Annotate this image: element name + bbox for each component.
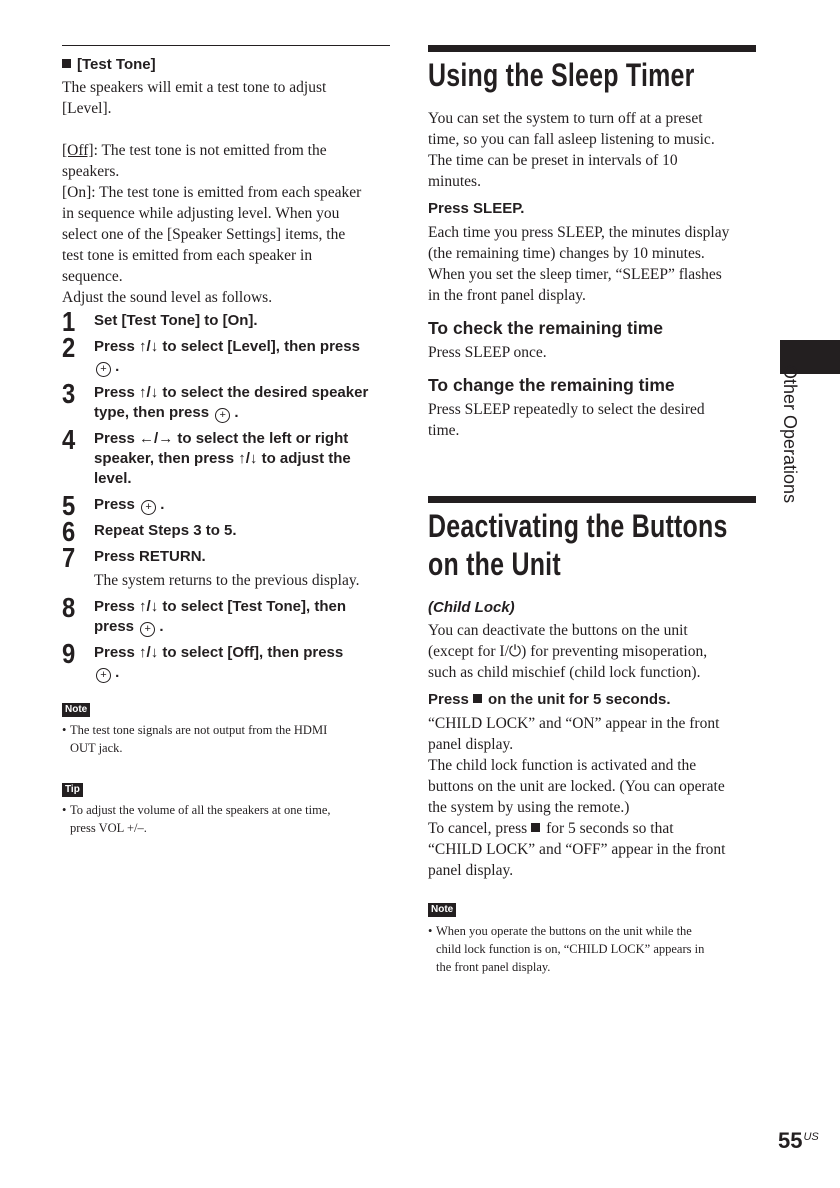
text-line: [Level]. (62, 100, 112, 117)
steps-list (62, 306, 390, 837)
test-tone-body (62, 77, 390, 308)
section-divider (62, 45, 390, 46)
tip-block: Tip • To adjust the volume of all the speakers at one time, press VOL +/–. (62, 779, 390, 837)
step: 2 Press ↑/↓ to select [Level], then press + . (62, 332, 360, 375)
press-stop-heading: Press on the unit for 5 seconds. (428, 691, 671, 708)
enter-button-icon: + (140, 622, 155, 637)
test-tone-heading: [Test Tone] (62, 56, 156, 73)
text-line: sequence. (62, 268, 123, 285)
page-number: $55^{US}$ (778, 1128, 819, 1153)
note-badge: Note (428, 903, 456, 917)
note-badge: Note (62, 703, 90, 717)
step: 8 Press ↑/↓ to select [Test Tone], then press + . (62, 592, 346, 635)
section-rule (428, 496, 756, 503)
text-line: in sequence while adjusting level. When you (62, 205, 340, 222)
deactivate-title-line2: on the Unit (428, 546, 561, 582)
text-line: Adjust the sound level as follows. (62, 289, 273, 306)
step: 5 Press + . (62, 490, 165, 521)
step: 6 Repeat Steps 3 to 5. (62, 516, 237, 547)
stop-icon (473, 694, 482, 703)
sleep-timer-title: Using the Sleep Timer (428, 57, 695, 93)
text-line: [Off]: The test tone is not emitted from the (62, 142, 327, 159)
step: 3 Press ↑/↓ to select the desired speaker type, then press + . (62, 378, 369, 421)
deactivate-body: (Child Lock) You can deactivate the buttons on the unit (except for I/⏻) for preventing misoperation, such as child mischief (child lock function). Press on the unit for 5 seconds. “CHILD LOCK” and “ON” appear in the front panel display. The child lock function is activated and the buttons on the unit are locked. (You can operate the system by using the remote.) To cancel, press for 5 seconds so that “CHILD LOCK” and “OFF” appear in the front panel display. Note • When you operate the buttons on the unit while the child lock function is on, “CHILD LOCK” appears in the front panel display. (428, 598, 756, 976)
text-line: [On]: The test tone is emitted from each speaker (62, 184, 362, 201)
check-remaining-heading: To check the remaining time (428, 318, 664, 338)
text-line: speakers. (62, 163, 120, 180)
square-bullet-icon (62, 59, 71, 68)
sleep-body: You can set the system to turn off at a preset time, so you can fall asleep listening to music. The time can be preset in intervals of 10 minutes. Press SLEEP. Each time you press SLEEP, the minutes display (the remaining time) changes by 10 minutes. When you set the sleep timer, “SLEEP” flashes in the front panel display. To check the remaining time Press SLEEP once. To change the remaining time Press SLEEP repeatedly to select the desired time. (428, 108, 756, 441)
tip-badge: Tip (62, 783, 83, 797)
press-sleep-heading: Press SLEEP. (428, 200, 525, 217)
step: 1 Set [Test Tone] to [On]. (62, 306, 258, 337)
step: 4 Press ←/→ to select the left or right speaker, then press ↑/↓ to adjust the level. (62, 424, 351, 487)
section-rule (428, 45, 756, 52)
enter-button-icon: + (141, 500, 156, 515)
change-remaining-heading: To change the remaining time (428, 375, 675, 395)
note-block: Note • When you operate the buttons on the unit while the child lock function is on, “CHILD LOCK” appears in the front panel display. (428, 897, 756, 976)
enter-button-icon: + (96, 668, 111, 683)
note-block: Note • The test tone signals are not output from the HDMI OUT jack. (62, 699, 390, 757)
child-lock-subtitle: (Child Lock) (428, 599, 515, 616)
stop-icon (531, 823, 540, 832)
step: 7 Press RETURN. The system returns to the previous display. (62, 542, 360, 589)
enter-button-icon: + (215, 408, 230, 423)
enter-button-icon: + (96, 362, 111, 377)
text-line: select one of the [Speaker Settings] items, the (62, 226, 346, 243)
side-tab-label: Other Operations (780, 365, 800, 504)
text-line: The speakers will emit a test tone to adjust (62, 79, 327, 96)
text-line: test tone is emitted from each speaker in (62, 247, 313, 264)
step: 9 Press ↑/↓ to select [Off], then press + . (62, 638, 344, 681)
deactivate-title-line1: Deactivating the Buttons (428, 508, 728, 544)
